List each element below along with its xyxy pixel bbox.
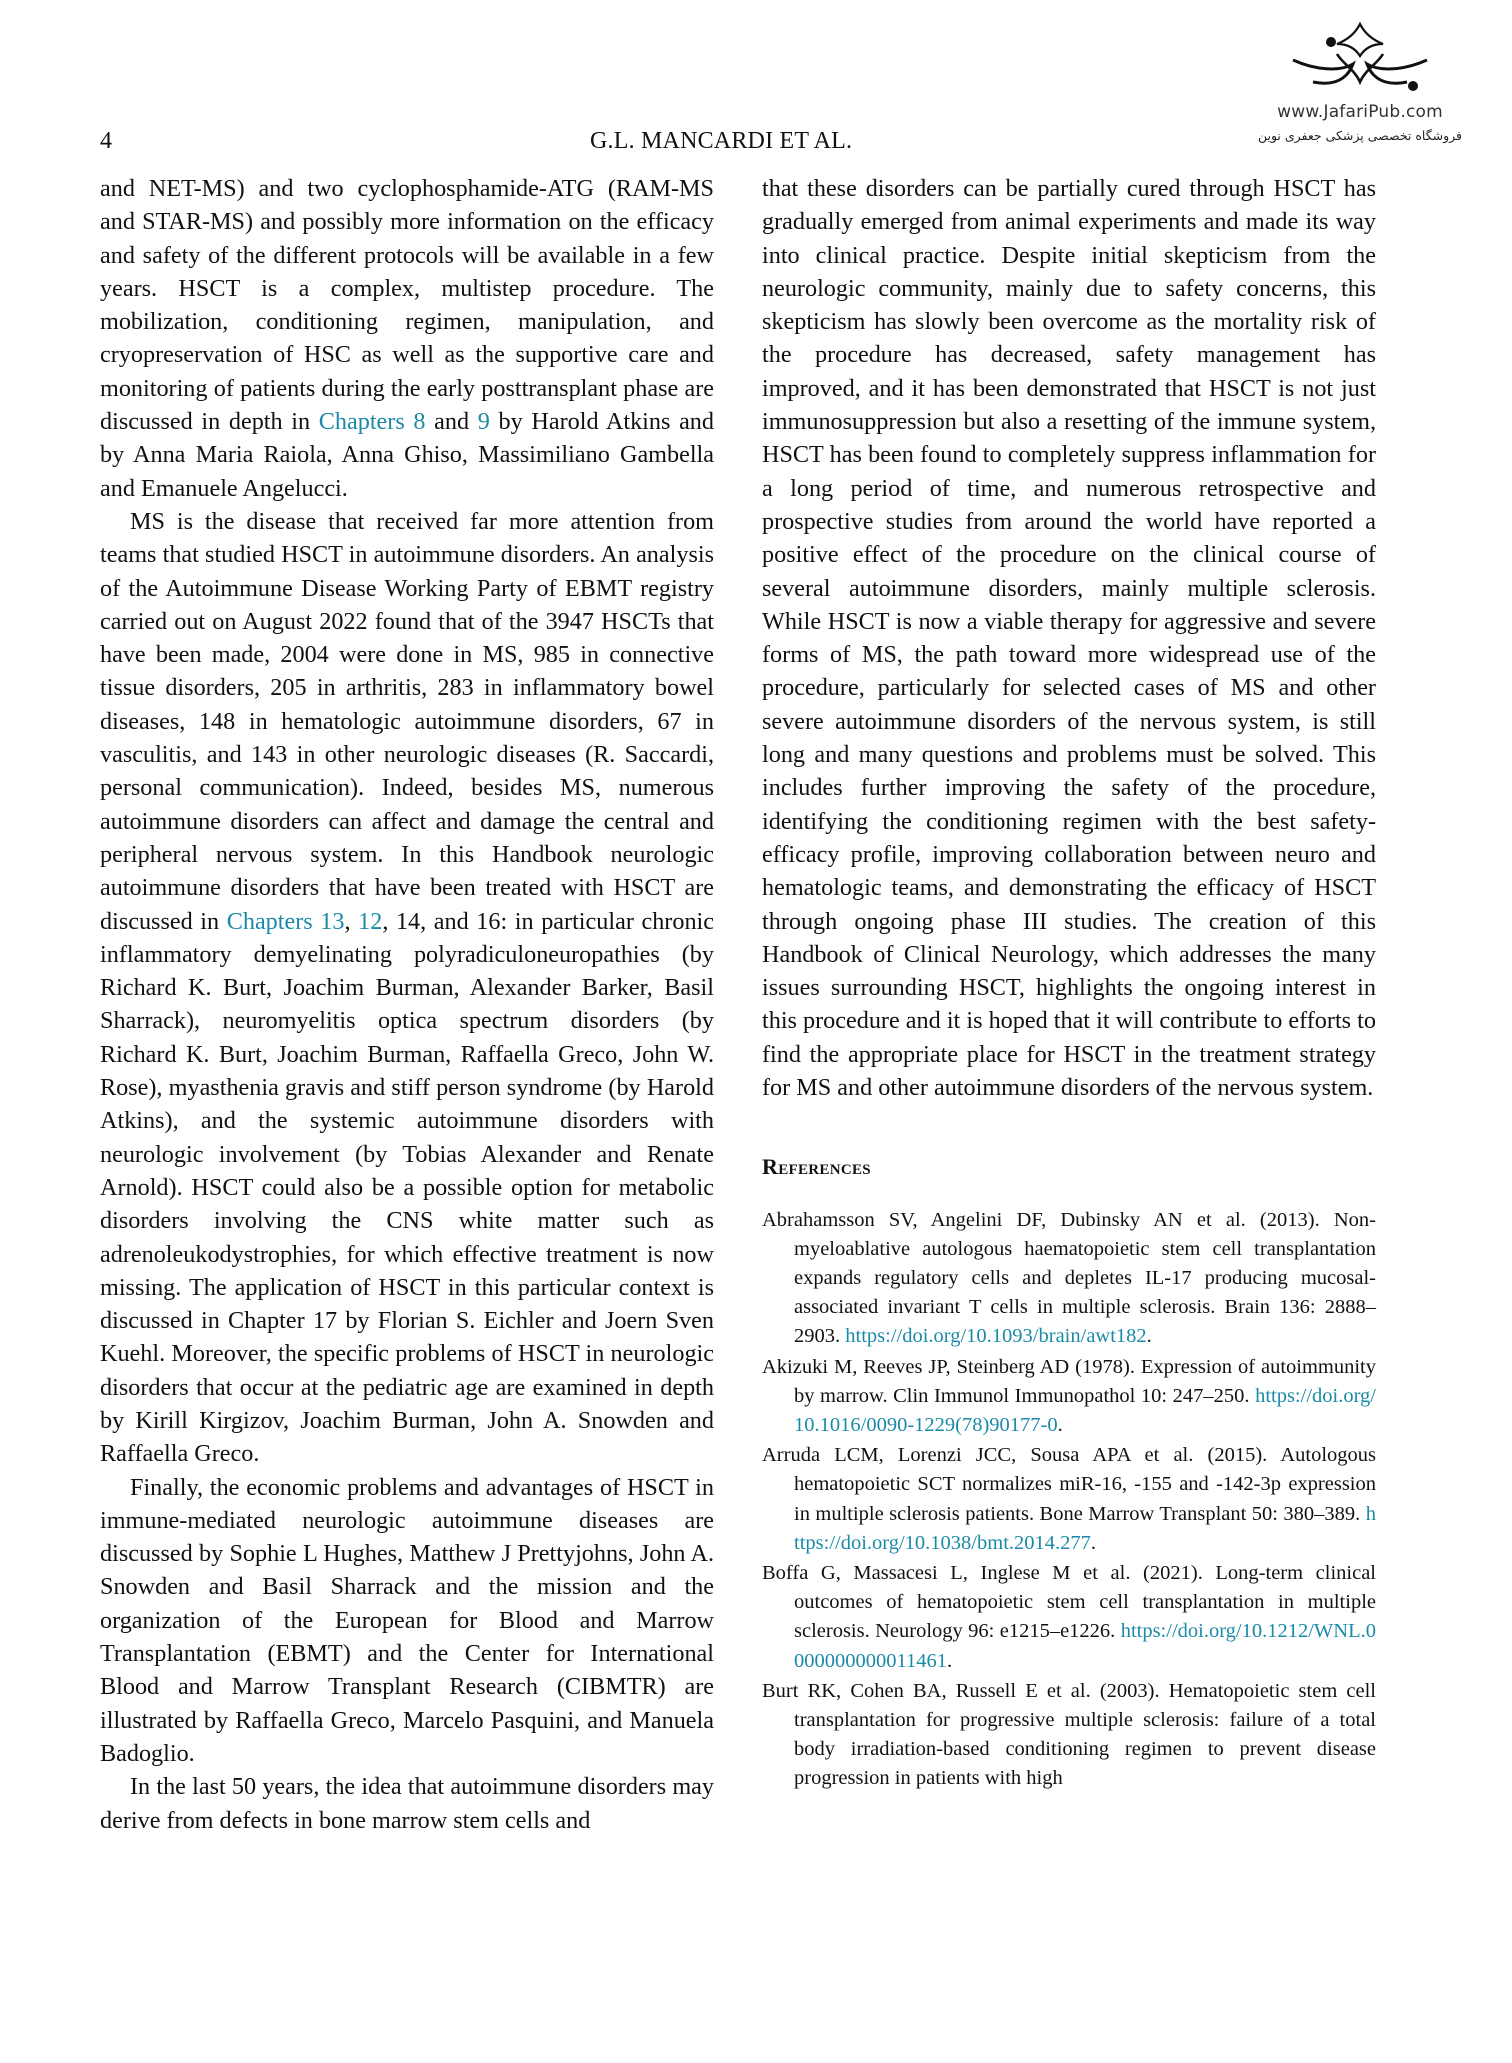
paragraph: In the last 50 years, the idea that autoimmune disorders may derive from defects in bone marrow stem cells and <box>100 1773 714 1834</box>
paragraph-text: and NET-MS) and two cyclophosphamide-ATG (RAM-MS and STAR-MS) and possibly more information on the efficacy and safety of the different protocols will be available in a few years. HSCT is a complex, multistep procedure. The mobilization, conditioning regimen, manipulation, and cryopreservation of HSC as well as the supportive care and monitoring of patients during the early posttransplant phase are discussed in depth in <box>100 175 714 436</box>
paragraph <box>100 505 714 1471</box>
reference-text: Akizuki M, Reeves JP, Steinberg AD (1978). Expression of autoimmunity by marrow. Clin Immunol Immunopathol 10: 247–250. <box>762 1355 1376 1407</box>
running-head: G.L. MANCARDI ET AL. <box>590 128 853 154</box>
reference-text: Boffa G, Massacesi L, Inglese M et al. (2021). Long-term clinical outcomes of hematopoietic stem cell transplantation in multiple sclerosis. Neurology 96: e1215–e1226. <box>762 1562 1376 1643</box>
page-number: 4 <box>100 128 112 154</box>
reference-item <box>762 1677 1376 1794</box>
chapter-12-link[interactable]: 12 <box>358 907 383 935</box>
reference-end: . <box>1146 1325 1152 1348</box>
paragraph-text: MS is the disease that received far more attention from teams that studied HSCT in autoimmune disorders. An analysis of the Autoimmune Disease Working Party of EBMT registry carried out on August 2022 found that of the 3947 HSCTs that have been made, 2004 were done in MS, 985 in connective tissue disorders, 205 in arthritis, 283 in inflammatory bowel diseases, 148 in hematologic autoimmune disorders, 67 in vasculitis, and 143 in other neurologic diseases (R. Saccardi, personal communication). Indeed, besides MS, numerous autoimmune disorders can affect and damage the central and peripheral nervous system. In this Handbook neurologic autoimmune disorders that have been treated with HSCT are discussed in <box>100 507 714 935</box>
chapter-13-link[interactable]: Chapters 13 <box>226 907 345 935</box>
reference-text: Arruda LCM, Lorenzi JCC, Sousa APA et al. (2015). Autologous hematopoietic SCT normalizes miR-16, -155 and -142-3p expression in multiple sclerosis patients. Bone Marrow Transplant 50: 380–389. <box>762 1444 1376 1525</box>
right-column <box>762 172 1376 1795</box>
reference-end: . <box>1090 1531 1097 1554</box>
publisher-watermark <box>1240 20 1480 170</box>
chapter-9-link[interactable]: 9 <box>477 408 490 436</box>
doi-link[interactable]: https://doi.org/10.1016/0090-1229(78)90177-0 <box>794 1384 1376 1437</box>
reference-item <box>762 1353 1376 1441</box>
reference-item <box>762 1206 1376 1352</box>
paragraph <box>100 172 714 505</box>
references-heading: References <box>762 1154 871 1180</box>
left-column <box>100 172 714 1837</box>
publisher-url: www.JafariPub.com <box>1277 102 1443 122</box>
reference-end: . <box>947 1649 953 1672</box>
paragraph-text: and <box>425 408 478 436</box>
doi-link[interactable]: https://doi.org/10.1038/bmt.2014.277 <box>794 1502 1376 1554</box>
reference-text: Burt RK, Cohen BA, Russell E et al. (2003). Hematopoietic stem cell transplantation for progressive multiple sclerosis: failure of a total body irradiation-based conditioning regimen to prevent disease progression in patients with high <box>762 1679 1376 1790</box>
reference-text: Abrahamsson SV, Angelini DF, Dubinsky AN et al. (2013). Non-myeloablative autologous haematopoietic stem cell transplantation expands regulatory cells and depletes IL-17 producing mucosal-associated invariant T cells in multiple sclerosis. Brain 136: 2888–2903. <box>762 1208 1376 1348</box>
reference-list <box>762 1206 1376 1794</box>
paragraph-text: , <box>344 907 359 935</box>
paragraph: that these disorders can be partially cured through HSCT has gradually emerged from animal experiments and made its way into clinical practice. Despite initial skepticism from the neurologic community, mainly due to safety concerns, this skepticism has slowly been overcome as the mortality risk of the procedure has decreased, safety management has improved, and it has been demonstrated that HSCT is not just immunosuppression but also a resetting of the immune system, HSCT has been found to completely suppress inflammation for a long period of time, and numerous retrospective and prospective studies from around the world have reported a positive effect of the procedure on the clinical course of several autoimmune disorders, mainly multiple sclerosis. While HSCT is now a viable therapy for aggressive and severe forms of MS, the path toward more widespread use of the procedure, particularly for selected cases of MS and other severe autoimmune disorders of the nervous system, is still long and many questions and problems must be solved. This includes further improving the safety of the procedure, identifying the conditioning regimen with the best safety-efficacy profile, improving collaboration between neuro and hematologic teams, and demonstrating the efficacy of HSCT through ongoing phase III studies. The creation of this Handbook of Clinical Neurology, which addresses the many issues surrounding HSCT, highlights the ongoing interest in this procedure and it is hoped that it will contribute to efforts to find the appropriate place for HSCT in the treatment strategy for MS and other autoimmune disorders of the nervous system. <box>762 175 1376 1102</box>
paragraph-text: by Harold Atkins and by Anna Maria Raiola, Anna Ghiso, Massimiliano Gambella and Emanuele Angelucci. <box>100 408 714 502</box>
paragraph-text: , 14, and 16: in particular chronic inflammatory demyelinating polyradiculoneuropathies (by Richard K. Burt, Joachim Burman, Alexander Barker, Basil Sharrack), neuromyelitis optica spectrum disorders (by Richard K. Burt, Joachim Burman, Raffaella Greco, John W. Rose), myasthenia gravis and stiff person syndrome (by Harold Atkins), and the systemic autoimmune disorders with neurologic involvement (by Tobias Alexander and Renate Arnold). HSCT could also be a possible option for metabolic disorders involving the CNS white matter such as adrenoleukodystrophies, for which effective treatment is now missing. The application of HSCT in this particular context is discussed in Chapter 17 by Florian S. Eichler and Joern Sven Kuehl. Moreover, the specific problems of HSCT in neurologic disorders that occur at the pediatric age are examined in depth by Kirill Kirgizov, Joachim Burman, John A. Snowden and Raffaella Greco. <box>100 907 714 1468</box>
reference-item <box>762 1559 1376 1676</box>
paragraph: Finally, the economic problems and advantages of HSCT in immune-mediated neurologic autoimmune diseases are discussed by Sophie L Hughes, Matthew J Prettyjohns, John A. Snowden and Basil Sharrack and the mission and the organization of the European for Blood and Marrow Transplantation (EBMT) and the Center for International Blood and Marrow Transplant Research (CIBMTR) are illustrated by Raffaella Greco, Marcelo Pasquini, and Manuela Badoglio. <box>100 1473 714 1767</box>
reference-end: . <box>1057 1414 1063 1437</box>
publisher-tagline: فروشگاه تخصصی پزشکی جعفری نوین <box>1257 128 1463 143</box>
chapter-8-link[interactable]: Chapters 8 <box>318 408 426 436</box>
reference-item <box>762 1441 1376 1558</box>
jafaripub-logo-icon <box>1285 20 1435 100</box>
doi-link[interactable]: https://doi.org/10.1093/brain/awt182 <box>845 1325 1147 1348</box>
doi-link[interactable]: https://doi.org/10.1212/WNL.0000000000011461 <box>794 1620 1376 1672</box>
